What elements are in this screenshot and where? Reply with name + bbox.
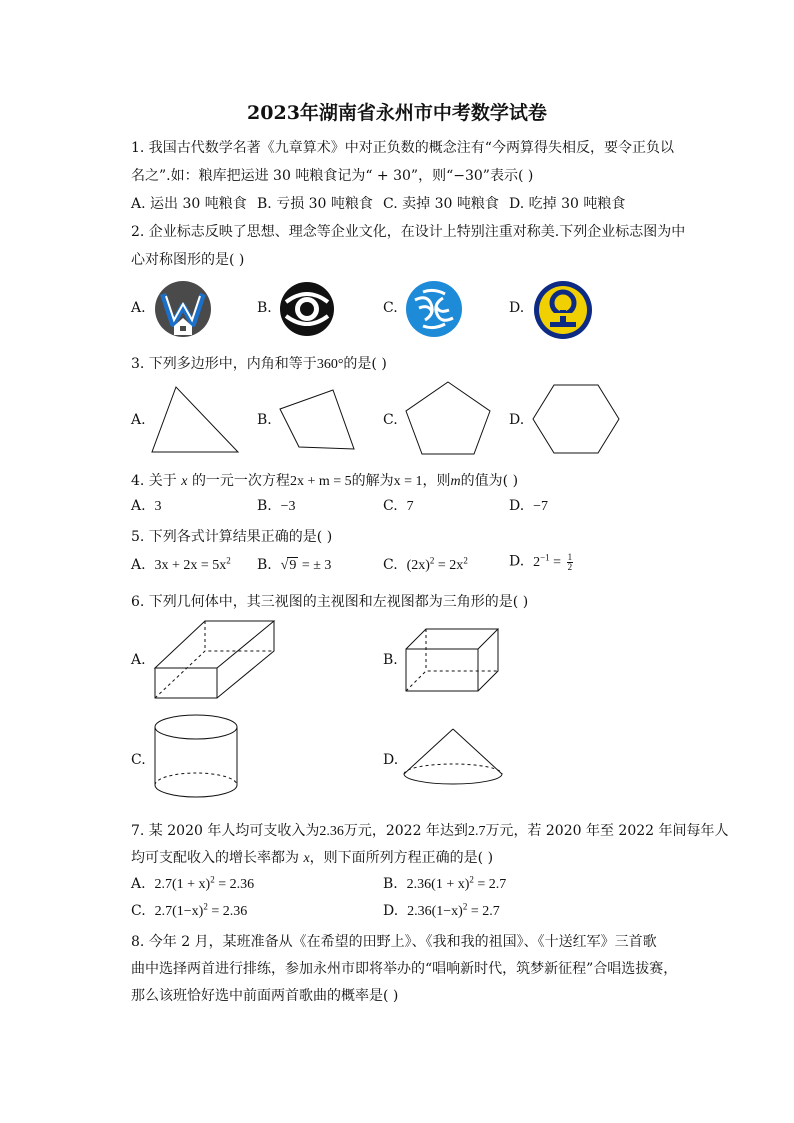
q1-line2: 名之”.如：粮库把运进 30 吨粮食记为“ + 30”，则“−30”表示( ) [131, 168, 534, 184]
q4-text-3: 的解为 [351, 473, 394, 489]
q3-text-b: 的是( ) [343, 356, 387, 372]
q3-math-360: 360° [316, 357, 344, 372]
q7-option-c: C. $2.7(1-x)^2 = 2.36$ [131, 901, 248, 919]
china-mobile-logo-icon [405, 280, 463, 342]
q8-line2: 曲中选择两首进行排练，参加永州市即将举办的“唱响新时代，筑梦新征程”合唱选拔赛， [131, 961, 678, 977]
q4-option-a: A. 3 [131, 498, 162, 514]
q8-line1: 8. 今年 2 月，某班准备从《在希望的田野上》、《我和我的祖国》、《十送红军》三首歌 [131, 934, 657, 950]
q2-line1: 2. 企业标志反映了思想、理念等企业文化，在设计上特别注重对称美.下列企业标志图为中 [131, 224, 686, 240]
q1-line1: 1. 我国古代数学名著《九章算术》中对正负数的概念注有“今两算得失相反，要令正负以 [131, 140, 674, 156]
q5-option-a: A. $3x + 2x = 5x^2$ [131, 555, 231, 573]
cube-figure [404, 627, 500, 697]
q6-label-a: A. [131, 652, 146, 668]
q3-label-a: A. [131, 412, 146, 428]
q4-line1 [131, 470, 518, 490]
q4-text-2: 的一元一次方程 [191, 473, 290, 489]
q2-line2: 心对称图形的是( ) [131, 252, 245, 268]
q4-text-1: 4. 关于 [131, 473, 177, 489]
q6-label-b: B. [383, 652, 398, 668]
cone-figure [402, 727, 504, 791]
q4-var-m: m [450, 474, 461, 489]
page-title: 2023年湖南省永州市中考数学试卷 [247, 102, 547, 124]
q7-option-a: A. $2.7(1 + x)^2 = 2.36$ [131, 874, 255, 892]
q7-line2: 均可支配收入的增长率都为 x，则下面所列方程正确的是( ) [131, 850, 494, 866]
q2-label-b: B. [257, 300, 272, 316]
q4-text-4: ，则 [422, 473, 451, 489]
q1-option-a: A. 运出 30 吨粮食 [131, 196, 247, 212]
q3-label-d: D. [509, 412, 525, 428]
q2-label-c: C. [383, 300, 398, 316]
railway-logo-icon [533, 280, 593, 344]
q2-label-a: A. [131, 300, 146, 316]
q4-option-b: B. −3 [257, 498, 296, 514]
q3-line1 [131, 353, 387, 373]
q5-option-c: C. $(2x)^2 = 2x^2$ [383, 555, 468, 573]
q1-option-d: D. 吃掉 30 吨粮食 [509, 196, 626, 212]
q7-option-b: B. $2.36(1 + x)^2 = 2.7$ [383, 874, 507, 892]
q4-option-c: C. 7 [383, 498, 414, 514]
q5-option-b: B. √9 = ± 3 [257, 557, 332, 573]
quadrilateral-figure [277, 387, 357, 457]
q6-label-c: C. [131, 752, 146, 768]
hexagon-figure [531, 383, 621, 459]
q7-line1: 7. 某 2020 年人均可支收入为2.36万元，2022 年达到2.7万元，若 2020 年至 2022 年间每年人 [131, 823, 729, 839]
q6-label-d: D. [383, 752, 399, 768]
q8-line3: 那么该班恰好选中前面两首歌曲的概率是( ) [131, 988, 399, 1004]
triangle-figure [150, 385, 242, 459]
w-house-logo-icon [154, 280, 212, 342]
q4-option-d: D. −7 [509, 498, 548, 514]
ring-eye-logo-icon [278, 280, 336, 342]
q3-label-c: C. [383, 412, 398, 428]
q7-option-d: D. $2.36(1-x)^2 = 2.7$ [383, 901, 500, 919]
q4-var-x: x [181, 474, 188, 489]
q3-text-a: 3. 下列多边形中，内角和等于 [131, 356, 317, 372]
q5-option-d: D. $2^{-1}$ = $\frac{1}{2}$ [509, 552, 573, 572]
q1-option-b: B. 亏损 30 吨粮食 [257, 196, 373, 212]
q4-solution: x = 1 [393, 474, 423, 489]
pentagon-figure [404, 380, 492, 460]
q3-label-b: B. [257, 412, 272, 428]
q2-label-d: D. [509, 300, 525, 316]
q4-equation: 2x + m = 5 [289, 474, 352, 489]
q6-line1: 6. 下列几何体中，其三视图的主视图和左视图都为三角形的是( ) [131, 594, 529, 610]
cylinder-figure [153, 713, 239, 803]
q5-line1: 5. 下列各式计算结果正确的是( ) [131, 529, 333, 545]
q4-text-5: 的值为( ) [460, 473, 519, 489]
cuboid-figure [152, 618, 278, 704]
q1-option-c: C. 卖掉 30 吨粮食 [383, 196, 499, 212]
